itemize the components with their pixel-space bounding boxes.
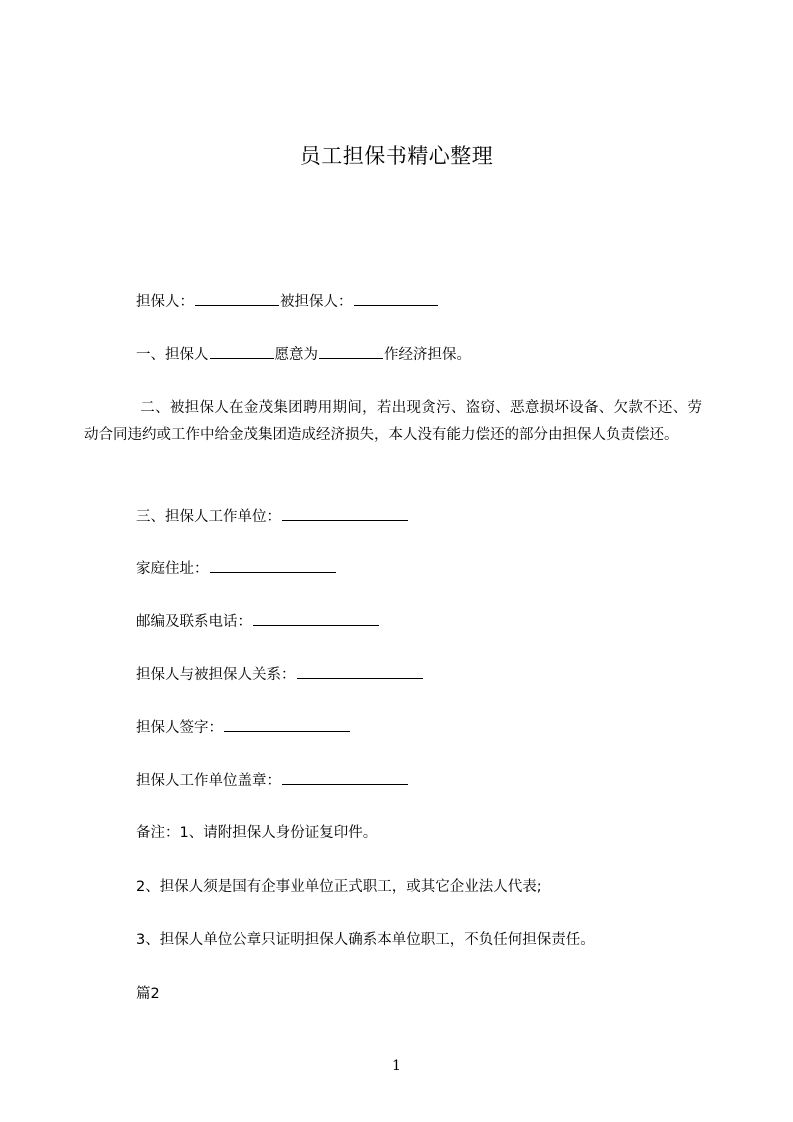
page-number: 1: [392, 1058, 401, 1074]
relation-line: [136, 664, 424, 685]
seal-blank[interactable]: [282, 770, 408, 785]
seal-line: [136, 770, 409, 791]
seal-label: 担保人工作单位盖章：: [136, 773, 281, 789]
signature-line: [136, 717, 351, 738]
work-unit-label: 三、担保人工作单位：: [136, 509, 281, 525]
work-unit-blank[interactable]: [282, 506, 408, 521]
home-address-blank[interactable]: [210, 558, 336, 573]
clause-one-prefix: 一、担保人: [136, 347, 209, 363]
clause-one-middle: 愿意为: [274, 347, 318, 363]
postcode-phone-blank[interactable]: [253, 611, 379, 626]
clause-one-blank-2[interactable]: [319, 344, 383, 359]
section-label: 篇2: [136, 986, 160, 1002]
home-address-label: 家庭住址：: [136, 561, 209, 577]
clause-two-text: 二、被担保人在金茂集团聘用期间，若出现贪污、盗窃、恶意损坏设备、欠款不还、劳动合同违约或工作中给金茂集团造成经济损失，本人没有能力偿还的部分由担保人负责偿还。: [84, 400, 702, 443]
postcode-phone-label: 邮编及联系电话：: [136, 614, 252, 630]
signature-blank[interactable]: [224, 717, 350, 732]
guarantor-blank[interactable]: [195, 291, 279, 306]
postcode-phone-line: [136, 611, 380, 632]
note-item: 3、担保人单位公章只证明担保人确系本单位职工，不负任何担保责任。: [136, 932, 595, 948]
clause-one-blank-1[interactable]: [210, 344, 274, 359]
clause-one-suffix: 作经济担保。: [384, 347, 471, 363]
clause-three: [136, 506, 409, 527]
guarantor-label: 担保人：: [136, 294, 194, 310]
parties-line: [136, 291, 439, 312]
clause-one: [136, 344, 471, 365]
document-title: 员工担保书精心整理: [299, 144, 494, 168]
home-address-line: [136, 558, 337, 579]
signature-label: 担保人签字：: [136, 720, 223, 736]
guaranteed-label: 被担保人：: [280, 294, 353, 310]
relation-blank[interactable]: [297, 664, 423, 679]
clause-two: [84, 395, 702, 449]
guaranteed-blank[interactable]: [354, 291, 438, 306]
relation-label: 担保人与被担保人关系：: [136, 667, 296, 683]
note-item: 2、担保人须是国有企事业单位正式职工，或其它企业法人代表;: [136, 879, 542, 895]
note-item: 备注：1、请附担保人身份证复印件。: [136, 825, 378, 841]
